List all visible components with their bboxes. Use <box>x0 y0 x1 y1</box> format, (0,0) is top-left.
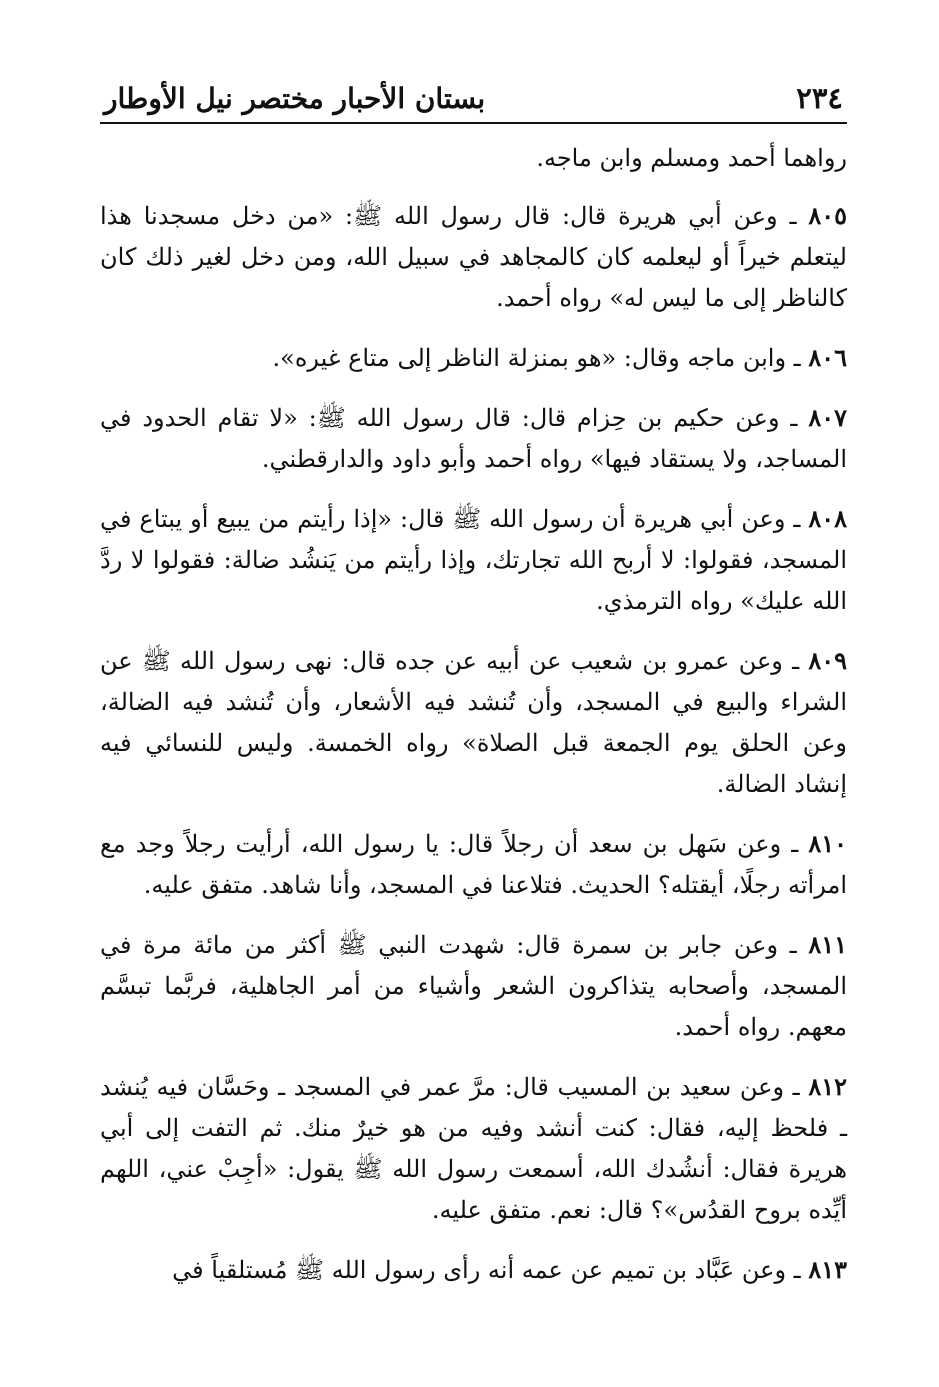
hadith-text: ـ وعن سَهل بن سعد أن رجلاً قال: يا رسول الله، أرأيت رجلاً وجد مع امرأته رجلًا، أيقتله؟ الحديث. فتلاعنا في المسجد، وأنا شاهد. متفق عليه. <box>100 830 847 900</box>
hadith-paragraph <box>100 1249 847 1291</box>
hadith-paragraph <box>100 1066 847 1231</box>
hadith-number: ٨٠٦ <box>808 343 847 373</box>
hadith-number: ٨٠٨ <box>808 504 847 534</box>
hadith-paragraph <box>100 498 847 622</box>
hadith-text: ـ وعن أبي هريرة قال: قال رسول الله ﷺ: «من دخل مسجدنا هذا ليتعلم خيراً أو ليعلمه كان كالمجاهد في سبيل الله، ومن دخل لغير ذلك كان كالناظر إلى ما ليس له» رواه أحمد. <box>100 202 847 313</box>
hadith-number: ٨١٢ <box>808 1072 847 1102</box>
hadith-text: ـ وعن أبي هريرة أن رسول الله ﷺ قال: «إذا رأيتم من يبيع أو يبتاع في المسجد، فقولوا: لا أربح الله تجارتك، وإذا رأيتم من يَنشُد ضالة: فقولوا لا ردَّ الله عليك» رواه الترمذي. <box>100 505 847 616</box>
hadith-text: ـ وابن ماجه وقال: «هو بمنزلة الناظر إلى متاع غيره». <box>272 344 809 373</box>
page-number: ٢٣٤ <box>796 81 843 115</box>
hadith-text: ـ وعن جابر بن سمرة قال: شهدت النبي ﷺ أكثر من مائة مرة في المسجد، وأصحابه يتذاكرون الشعر وأشياء من أمر الجاهلية، فربَّما تبسَّم معهم. رواه أحمد. <box>100 931 847 1042</box>
hadith-text: رواهما أحمد ومسلم وابن ماجه. <box>536 144 847 173</box>
hadith-paragraph <box>100 823 847 906</box>
hadith-paragraph <box>100 397 847 480</box>
hadith-number: ٨٠٧ <box>808 403 848 433</box>
hadith-paragraph <box>100 195 847 319</box>
hadith-text: ـ وعن عمرو بن شعيب عن أبيه عن جده قال: نهى رسول الله ﷺ عن الشراء والبيع في المسجد، وأن تُنشد فيه الأشعار، وأن تُنشد فيه الضالة، وعن الحلق يوم الجمعة قبل الصلاة» رواه الخمسة. وليس للنسائي فيه إنشاد الضالة. <box>100 647 847 799</box>
hadith-number: ٨٠٩ <box>808 646 847 676</box>
hadith-number: ٨٠٥ <box>808 201 847 231</box>
running-header <box>100 80 847 124</box>
hadith-paragraph <box>100 337 847 379</box>
hadith-text: ـ وعن سعيد بن المسيب قال: مرَّ عمر في المسجد ـ وحَسَّان فيه يُنشد ـ فلحظ إليه، فقال: كنت أنشد وفيه من هو خيرٌ منك. ثم التفت إلى أبي هريرة فقال: أنشُدك الله، أسمعت رسول الله ﷺ يقول: «أجِبْ عني، اللهم أيِّده بروح القدُس»؟ قال: نعم. متفق عليه. <box>100 1073 847 1225</box>
hadith-paragraph <box>100 640 847 805</box>
hadith-number: ٨١٣ <box>808 1255 847 1285</box>
page-body <box>100 138 847 1291</box>
hadith-text: ـ وعن حكيم بن حِزام قال: قال رسول الله ﷺ: «لا تقام الحدود في المساجد، ولا يستقاد فيها» رواه أحمد وأبو داود والدارقطني. <box>100 404 847 474</box>
hadith-text: ـ وعن عَبَّاد بن تميم عن عمه أنه رأى رسول الله ﷺ مُستلقياً في <box>172 1256 809 1285</box>
hadith-paragraph <box>100 138 847 179</box>
hadith-number: ٨١١ <box>808 930 847 960</box>
hadith-number: ٨١٠ <box>808 829 847 859</box>
running-title: بستان الأحبار مختصر نيل الأوطار <box>104 82 486 116</box>
hadith-paragraph <box>100 924 847 1048</box>
